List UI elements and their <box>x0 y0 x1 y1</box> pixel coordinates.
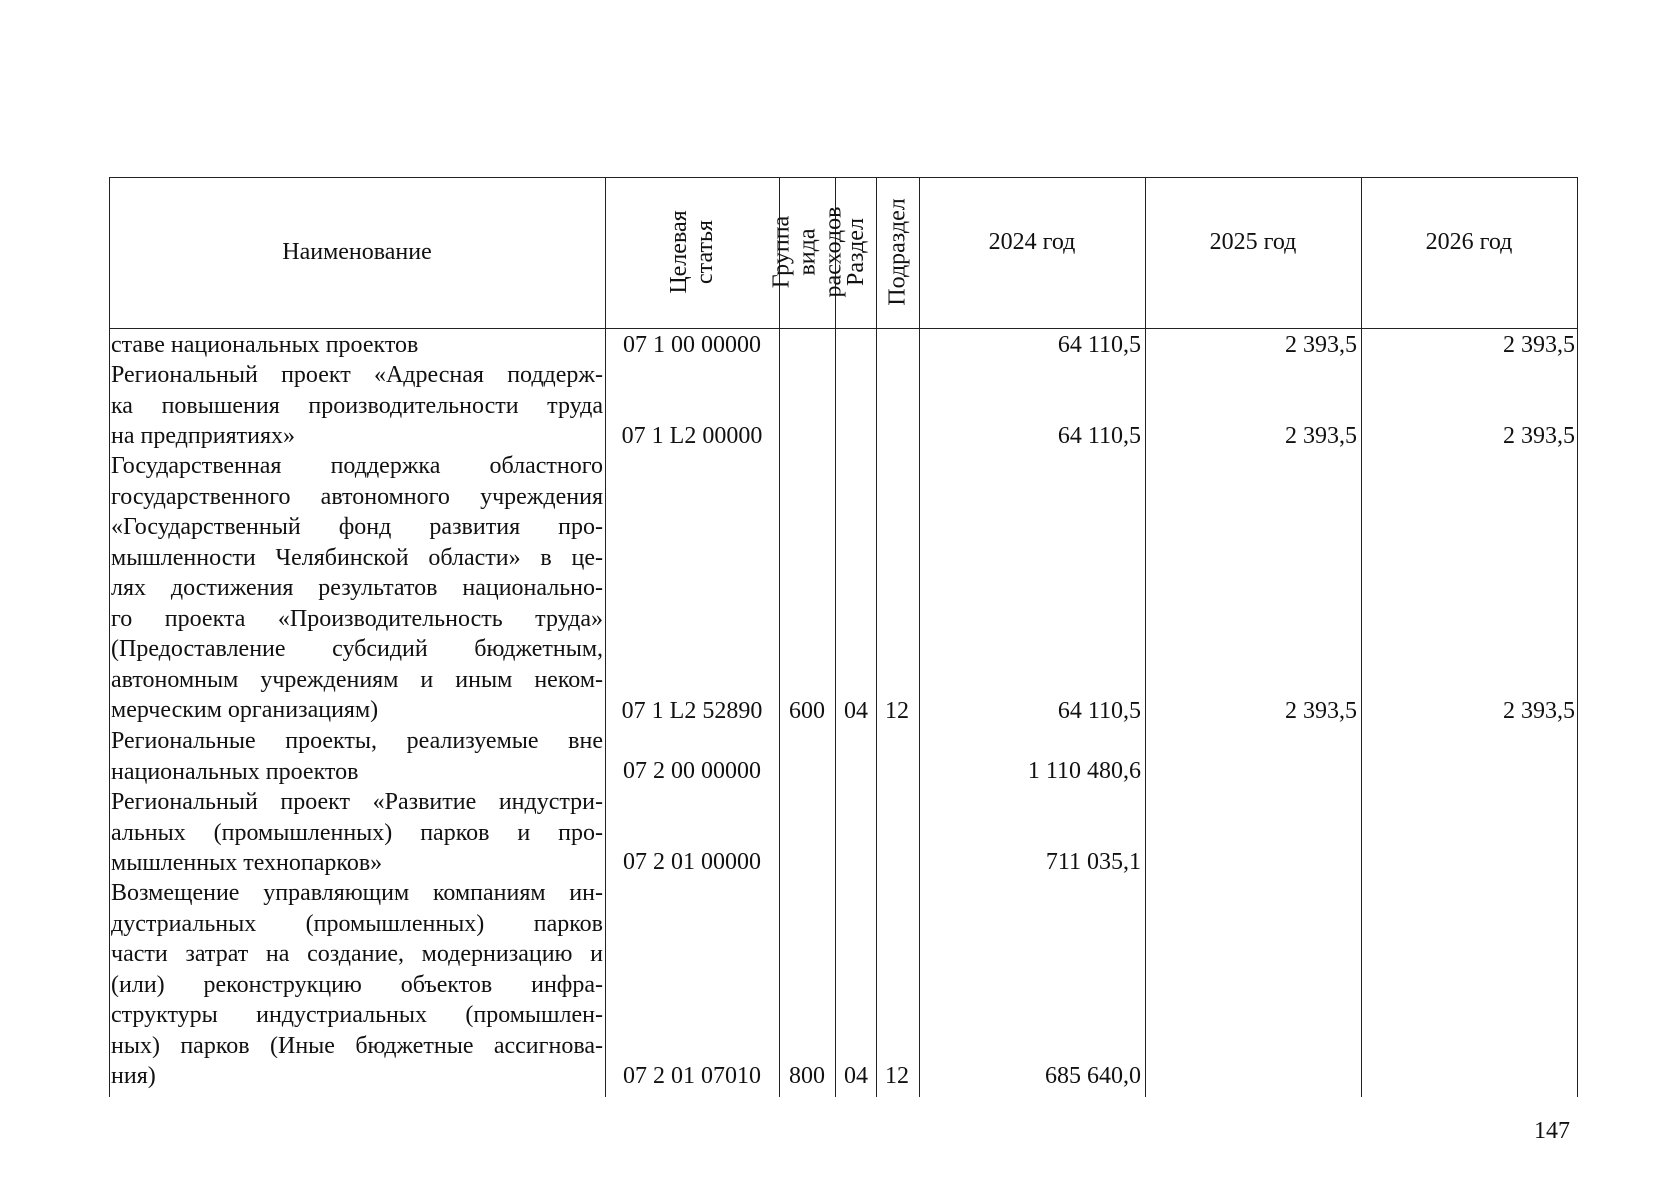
cell-2024: 1 110 480,6 <box>1027 758 1141 784</box>
header-name: Наименование <box>282 238 432 265</box>
name-line: Региональные проекты, реализуемые вне <box>111 728 603 754</box>
col-border-2025 <box>1361 177 1362 1097</box>
cell-2024: 711 035,1 <box>1045 849 1141 875</box>
cell-2024: 64 110,5 <box>1057 698 1141 724</box>
col-border-right <box>1577 177 1578 1097</box>
name-line: мерческим организациям) <box>111 697 379 723</box>
header-code: Целевая статья <box>666 210 718 294</box>
header-section: Раздел <box>842 218 869 286</box>
name-line: дустриальных (промышленных) парков <box>111 910 603 937</box>
name-line: ния) <box>111 1063 156 1089</box>
cell-2026: 2 393,5 <box>1503 698 1575 724</box>
cell-code: 07 1 L2 52890 <box>621 698 763 724</box>
name-line: Региональный проект «Адресная поддерж- <box>111 362 603 388</box>
name-line: Возмещение управляющим компаниям ин- <box>111 880 603 906</box>
header-2026: 2026 год <box>1425 228 1513 255</box>
name-line: альных (промышленных) парков и про- <box>111 819 603 846</box>
budget-table <box>109 177 1578 1097</box>
name-line: структуры индустриальных (промышлен- <box>111 1002 603 1028</box>
name-line: ных) парков (Иные бюджетные ассигнова- <box>111 1032 603 1059</box>
table-row-name <box>111 451 603 726</box>
cell-2026: 2 393,5 <box>1503 332 1575 358</box>
name-line: лях достижения результатов национально- <box>111 575 603 601</box>
cell-code: 07 2 01 00000 <box>623 849 761 875</box>
name-line: Государственная поддержка областного <box>111 453 603 479</box>
cell-2024: 64 110,5 <box>1057 332 1141 358</box>
table-row-name <box>111 360 603 452</box>
header-2024: 2024 год <box>988 228 1076 255</box>
name-line: на предприятиях» <box>111 423 295 449</box>
cell-group: 600 <box>789 698 825 724</box>
name-line: го проекта «Производительность труда» <box>111 605 603 632</box>
header-subsection: Подраздел <box>884 198 911 306</box>
name-line: Региональный проект «Развитие индустри- <box>111 789 603 815</box>
name-line: ка повышения производительности труда <box>111 392 603 419</box>
table-row-name <box>111 330 603 361</box>
name-line: автономным учреждениям и иным неком- <box>111 666 603 693</box>
header-group: Группа вида расходов <box>768 206 847 298</box>
cell-section: 04 <box>844 1063 868 1089</box>
table-row-name <box>111 878 603 1092</box>
name-line: мышленных технопарков» <box>111 850 383 876</box>
cell-code: 07 1 00 00000 <box>623 332 761 358</box>
cell-subsection: 12 <box>885 698 909 724</box>
table-row-name <box>111 726 603 787</box>
cell-2024: 64 110,5 <box>1057 423 1141 449</box>
name-line: части затрат на создание, модернизацию и <box>111 941 603 967</box>
name-line: мышленности Челябинской области» в це- <box>111 544 603 571</box>
name-line: национальных проектов <box>111 758 359 785</box>
cell-code: 07 2 01 07010 <box>623 1063 761 1089</box>
header-2025: 2025 год <box>1209 228 1297 255</box>
page-number: 147 <box>1534 1118 1570 1144</box>
name-line: (или) реконструкцию объектов инфра- <box>111 971 603 998</box>
name-line: (Предоставление субсидий бюджетным, <box>111 636 603 662</box>
cell-2025: 2 393,5 <box>1285 332 1357 358</box>
cell-code: 07 1 L2 00000 <box>621 423 763 449</box>
cell-2026: 2 393,5 <box>1503 423 1575 449</box>
name-line: государственного автономного учреждения <box>111 483 603 510</box>
table-row-name <box>111 787 603 879</box>
cell-2024: 685 640,0 <box>1045 1063 1141 1089</box>
name-line: «Государственный фонд развития про- <box>111 514 603 540</box>
cell-section: 04 <box>844 698 868 724</box>
col-border-2024 <box>1145 177 1146 1097</box>
cell-2025: 2 393,5 <box>1285 423 1357 449</box>
name-line: ставе национальных проектов <box>111 332 419 358</box>
col-border-subsection <box>919 177 920 1097</box>
cell-subsection: 12 <box>885 1063 909 1089</box>
cell-group: 800 <box>789 1063 825 1089</box>
cell-code: 07 2 00 00000 <box>623 758 761 784</box>
header-bottom-border <box>109 328 1578 329</box>
cell-2025: 2 393,5 <box>1285 698 1357 724</box>
